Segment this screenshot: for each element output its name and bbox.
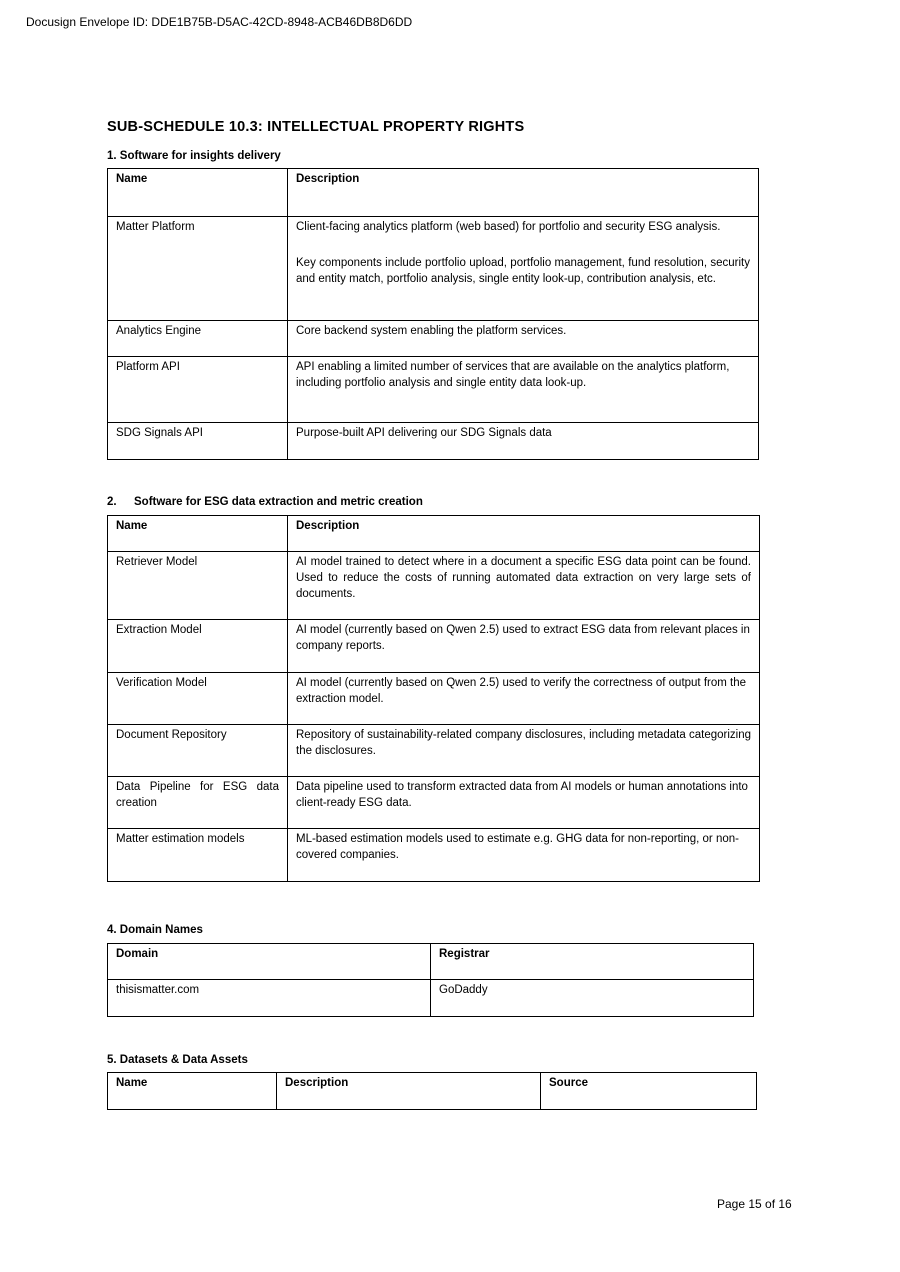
row-name: Matter Platform: [108, 217, 288, 321]
section-2-heading: Software for ESG data extraction and metric creation: [134, 496, 423, 508]
row-name: SDG Signals API: [108, 423, 288, 460]
table-row: [108, 673, 760, 725]
table-row: [108, 620, 760, 673]
software-insights-table: [107, 168, 759, 460]
table-row: [108, 552, 760, 620]
column-header-description: Description: [288, 516, 760, 552]
column-header-source: Source: [541, 1073, 757, 1110]
row-description: Data pipeline used to transform extracted data from AI models or human annotations into client-ready ESG data.: [288, 777, 760, 829]
software-esg-table: [107, 515, 760, 882]
row-name: Data Pipeline for ESG data creation: [108, 777, 288, 829]
table-row: [108, 217, 759, 321]
section-4-heading: 4. Domain Names: [107, 924, 203, 936]
table-header-row: [108, 1073, 757, 1110]
page-title: SUB-SCHEDULE 10.3: INTELLECTUAL PROPERTY RIGHTS: [107, 119, 525, 135]
envelope-id: Docusign Envelope ID: DDE1B75B-D5AC-42CD-8948-ACB46DB8D6DD: [26, 15, 413, 29]
table-row: [108, 829, 760, 882]
row-description: Repository of sustainability-related company disclosures, including metadata categorizing the disclosures.: [288, 725, 760, 777]
table-row: [108, 423, 759, 460]
page-number: Page 15 of 16: [717, 1197, 792, 1211]
row-name: Verification Model: [108, 673, 288, 725]
table-header-row: [108, 516, 760, 552]
column-header-domain: Domain: [108, 944, 431, 980]
column-header-name: Name: [108, 516, 288, 552]
column-header-registrar: Registrar: [431, 944, 754, 980]
section-2-number: 2.: [107, 496, 117, 508]
row-description: API enabling a limited number of services that are available on the analytics platform, including portfolio analysis and single entity data look-up.: [288, 357, 759, 423]
row-description: AI model trained to detect where in a document a specific ESG data point can be found. Used to reduce the costs of running automated data extraction on very large sets of documents.: [288, 552, 760, 620]
row-name: Matter estimation models: [108, 829, 288, 882]
row-description: AI model (currently based on Qwen 2.5) used to extract ESG data from relevant places in company reports.: [288, 620, 760, 673]
table-header-row: [108, 169, 759, 217]
row-description: AI model (currently based on Qwen 2.5) used to verify the correctness of output from the extraction model.: [288, 673, 760, 725]
column-header-name: Name: [108, 1073, 277, 1110]
table-header-row: [108, 944, 754, 980]
row-name: Platform API: [108, 357, 288, 423]
table-row: [108, 777, 760, 829]
table-row: [108, 357, 759, 423]
row-name: Document Repository: [108, 725, 288, 777]
section-1-heading: 1. Software for insights delivery: [107, 150, 281, 162]
row-name: Analytics Engine: [108, 321, 288, 357]
datasets-table: [107, 1072, 757, 1110]
table-row: [108, 980, 754, 1017]
column-header-description: Description: [277, 1073, 541, 1110]
row-registrar: GoDaddy: [431, 980, 754, 1017]
row-name: Extraction Model: [108, 620, 288, 673]
column-header-description: Description: [288, 169, 759, 217]
row-description: Core backend system enabling the platform services.: [288, 321, 759, 357]
row-description: Purpose-built API delivering our SDG Signals data: [288, 423, 759, 460]
row-description: Client-facing analytics platform (web based) for portfolio and security ESG analysis. Key components include portfolio upload, portfolio management, fund resolution, security and entity match, portfolio analysis, single entity look-up, contribution analysis, etc.: [288, 217, 759, 321]
table-row: [108, 725, 760, 777]
row-name: Retriever Model: [108, 552, 288, 620]
row-domain: thisismatter.com: [108, 980, 431, 1017]
column-header-name: Name: [108, 169, 288, 217]
section-5-heading: 5. Datasets & Data Assets: [107, 1054, 248, 1066]
row-description: ML-based estimation models used to estimate e.g. GHG data for non-reporting, or non-covered companies.: [288, 829, 760, 882]
domain-names-table: [107, 943, 754, 1017]
table-row: [108, 321, 759, 357]
